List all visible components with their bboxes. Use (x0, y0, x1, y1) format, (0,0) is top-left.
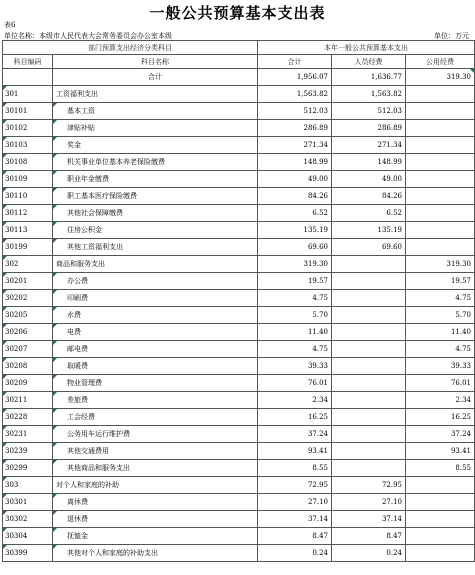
cell-total: 93.41 (258, 443, 332, 460)
header-group-row (3, 41, 475, 55)
table-row[interactable] (3, 86, 475, 103)
table-row[interactable] (3, 273, 475, 290)
cell-public: 319.30 (406, 69, 475, 86)
cell-name: 合计 (53, 69, 258, 86)
table-row[interactable] (3, 341, 475, 358)
cell-code: 30112 (3, 205, 53, 222)
cell-name: 电费 (53, 324, 258, 341)
cell-name: 工资福利支出 (53, 86, 258, 103)
cell-code: 30304 (3, 528, 53, 545)
cell-public: 19.57 (406, 273, 475, 290)
table-row[interactable] (3, 426, 475, 443)
cell-personnel: 27.10 (332, 494, 406, 511)
table-row[interactable] (3, 545, 475, 562)
cell-personnel: 49.00 (332, 171, 406, 188)
cell-total: 16.25 (258, 409, 332, 426)
table-row[interactable] (3, 239, 475, 256)
cell-name: 取暖费 (53, 358, 258, 375)
table-row[interactable] (3, 222, 475, 239)
table-row[interactable] (3, 511, 475, 528)
cell-public (406, 205, 475, 222)
cell-personnel: 1,563.82 (332, 86, 406, 103)
cell-name: 职工基本医疗保险缴费 (53, 188, 258, 205)
cell-code: 30108 (3, 154, 53, 171)
cell-name: 商品和服务支出 (53, 256, 258, 273)
cell-public: 319.30 (406, 256, 475, 273)
table-row[interactable] (3, 188, 475, 205)
cell-public: 16.25 (406, 409, 475, 426)
cell-personnel: 1,636.77 (332, 69, 406, 86)
cell-name: 其他工资福利支出 (53, 239, 258, 256)
cell-public: 37.24 (406, 426, 475, 443)
cell-personnel: 6.52 (332, 205, 406, 222)
cell-code: 30302 (3, 511, 53, 528)
cell-code: 302 (3, 256, 53, 273)
table-row[interactable] (3, 120, 475, 137)
cell-code: 30109 (3, 171, 53, 188)
cell-total: 49.00 (258, 171, 332, 188)
table-row[interactable] (3, 137, 475, 154)
cell-public (406, 120, 475, 137)
header-total: 合计 (258, 55, 332, 69)
cell-personnel: 69.60 (332, 239, 406, 256)
table-row[interactable] (3, 171, 475, 188)
cell-personnel (332, 324, 406, 341)
page-title: 一般公共预算基本支出表 (149, 4, 326, 22)
header-name: 科目名称 (53, 55, 258, 69)
cell-personnel (332, 273, 406, 290)
cell-personnel: 271.34 (332, 137, 406, 154)
cell-personnel: 0.24 (332, 545, 406, 562)
cell-code: 30101 (3, 103, 53, 120)
table-row[interactable] (3, 103, 475, 120)
table-row[interactable] (3, 205, 475, 222)
cell-personnel: 72.95 (332, 477, 406, 494)
cell-total: 11.40 (258, 324, 332, 341)
table-body (3, 41, 475, 562)
cell-personnel (332, 375, 406, 392)
cell-code: 30199 (3, 239, 53, 256)
cell-personnel: 512.03 (332, 103, 406, 120)
cell-total: 6.52 (258, 205, 332, 222)
header-public: 公用经费 (406, 55, 475, 69)
cell-total: 19.57 (258, 273, 332, 290)
cell-code: 30113 (3, 222, 53, 239)
cell-total: 1,956.07 (258, 69, 332, 86)
cell-public (406, 528, 475, 545)
cell-total: 8.47 (258, 528, 332, 545)
cell-public: 11.40 (406, 324, 475, 341)
table-row[interactable] (3, 324, 475, 341)
table-row[interactable] (3, 375, 475, 392)
cell-code: 30206 (3, 324, 53, 341)
cell-total: 4.75 (258, 341, 332, 358)
cell-code: 30209 (3, 375, 53, 392)
cell-public (406, 154, 475, 171)
cell-total: 286.89 (258, 120, 332, 137)
table-row[interactable] (3, 392, 475, 409)
cell-public (406, 494, 475, 511)
cell-name: 职业年金缴费 (53, 171, 258, 188)
cell-personnel: 37.14 (332, 511, 406, 528)
cell-public: 76.01 (406, 375, 475, 392)
header-group-right: 本年一般公共预算基本支出 (258, 41, 475, 55)
table-row[interactable] (3, 154, 475, 171)
cell-total: 27.10 (258, 494, 332, 511)
cell-name: 其他交通费用 (53, 443, 258, 460)
table-row[interactable] (3, 290, 475, 307)
cell-code: 30211 (3, 392, 53, 409)
header-column-row (3, 55, 475, 69)
cell-name: 其他社会保障缴费 (53, 205, 258, 222)
expenditure-table (2, 40, 475, 562)
cell-personnel (332, 443, 406, 460)
cell-personnel (332, 460, 406, 477)
unit-name: 单位名称：本级市人民代表大会常务委员会办公室本级 (4, 32, 172, 40)
cell-personnel (332, 307, 406, 324)
cell-total: 135.19 (258, 222, 332, 239)
cell-total: 37.24 (258, 426, 332, 443)
table-row[interactable] (3, 358, 475, 375)
cell-public: 2.34 (406, 392, 475, 409)
cell-personnel (332, 392, 406, 409)
cell-code: 30205 (3, 307, 53, 324)
cell-code: 30208 (3, 358, 53, 375)
table-row[interactable] (3, 256, 475, 273)
header-code: 科目编码 (3, 55, 53, 69)
table-row[interactable] (3, 477, 475, 494)
cell-public (406, 477, 475, 494)
cell-public (406, 171, 475, 188)
cell-name: 住房公积金 (53, 222, 258, 239)
cell-name: 差旅费 (53, 392, 258, 409)
cell-code: 30103 (3, 137, 53, 154)
cell-name: 奖金 (53, 137, 258, 154)
cell-public (406, 511, 475, 528)
cell-personnel (332, 358, 406, 375)
cell-name: 津贴补贴 (53, 120, 258, 137)
table-row[interactable] (3, 409, 475, 426)
cell-public (406, 239, 475, 256)
cell-total: 8.55 (258, 460, 332, 477)
cell-total: 84.26 (258, 188, 332, 205)
table-row[interactable] (3, 460, 475, 477)
cell-public (406, 103, 475, 120)
money-unit: 单位：万元 (434, 32, 469, 40)
cell-total: 5.70 (258, 307, 332, 324)
cell-public (406, 137, 475, 154)
cell-code (3, 69, 53, 86)
cell-code: 303 (3, 477, 53, 494)
cell-name: 抚恤金 (53, 528, 258, 545)
cell-total: 1,563.82 (258, 86, 332, 103)
cell-code: 30102 (3, 120, 53, 137)
table-number: 表6 (4, 21, 16, 29)
cell-name: 工会经费 (53, 409, 258, 426)
cell-name: 公务用车运行维护费 (53, 426, 258, 443)
header-group-left: 部门预算支出经济分类科目 (3, 41, 258, 55)
cell-personnel: 84.26 (332, 188, 406, 205)
cell-total: 0.24 (258, 545, 332, 562)
cell-code: 30207 (3, 341, 53, 358)
cell-public (406, 545, 475, 562)
cell-total: 72.95 (258, 477, 332, 494)
cell-personnel (332, 426, 406, 443)
cell-name: 其他商品和服务支出 (53, 460, 258, 477)
cell-personnel: 148.99 (332, 154, 406, 171)
cell-code: 30239 (3, 443, 53, 460)
cell-personnel (332, 341, 406, 358)
cell-public: 4.75 (406, 290, 475, 307)
cell-public: 8.55 (406, 460, 475, 477)
cell-personnel: 135.19 (332, 222, 406, 239)
cell-code: 30231 (3, 426, 53, 443)
cell-public: 93.41 (406, 443, 475, 460)
cell-code: 30110 (3, 188, 53, 205)
cell-name: 印刷费 (53, 290, 258, 307)
cell-personnel (332, 290, 406, 307)
cell-code: 30301 (3, 494, 53, 511)
cell-name: 水费 (53, 307, 258, 324)
cell-name: 机关事业单位基本养老保险缴费 (53, 154, 258, 171)
cell-total: 76.01 (258, 375, 332, 392)
cell-public (406, 222, 475, 239)
cell-code: 301 (3, 86, 53, 103)
cell-public (406, 86, 475, 103)
cell-total: 4.75 (258, 290, 332, 307)
table-row[interactable] (3, 494, 475, 511)
cell-personnel: 286.89 (332, 120, 406, 137)
cell-total: 39.33 (258, 358, 332, 375)
table-row[interactable] (3, 528, 475, 545)
table-row[interactable] (3, 307, 475, 324)
cell-code: 30399 (3, 545, 53, 562)
cell-total: 37.14 (258, 511, 332, 528)
table-row[interactable] (3, 69, 475, 86)
cell-code: 30201 (3, 273, 53, 290)
cell-total: 148.99 (258, 154, 332, 171)
cell-code: 30228 (3, 409, 53, 426)
cell-public (406, 188, 475, 205)
cell-total: 512.03 (258, 103, 332, 120)
cell-personnel (332, 409, 406, 426)
table-row[interactable] (3, 443, 475, 460)
cell-public: 39.33 (406, 358, 475, 375)
cell-name: 对个人和家庭的补助 (53, 477, 258, 494)
cell-name: 退休费 (53, 511, 258, 528)
cell-code: 30299 (3, 460, 53, 477)
header-personnel: 人员经费 (332, 55, 406, 69)
cell-total: 69.60 (258, 239, 332, 256)
cell-code: 30202 (3, 290, 53, 307)
cell-total: 319.30 (258, 256, 332, 273)
cell-public: 5.70 (406, 307, 475, 324)
cell-name: 离休费 (53, 494, 258, 511)
cell-name: 物业管理费 (53, 375, 258, 392)
cell-personnel (332, 256, 406, 273)
cell-name: 基本工资 (53, 103, 258, 120)
cell-name: 其他对个人和家庭的补助支出 (53, 545, 258, 562)
cell-total: 271.34 (258, 137, 332, 154)
cell-public: 4.75 (406, 341, 475, 358)
cell-name: 邮电费 (53, 341, 258, 358)
cell-name: 办公费 (53, 273, 258, 290)
cell-total: 2.34 (258, 392, 332, 409)
cell-personnel: 8.47 (332, 528, 406, 545)
